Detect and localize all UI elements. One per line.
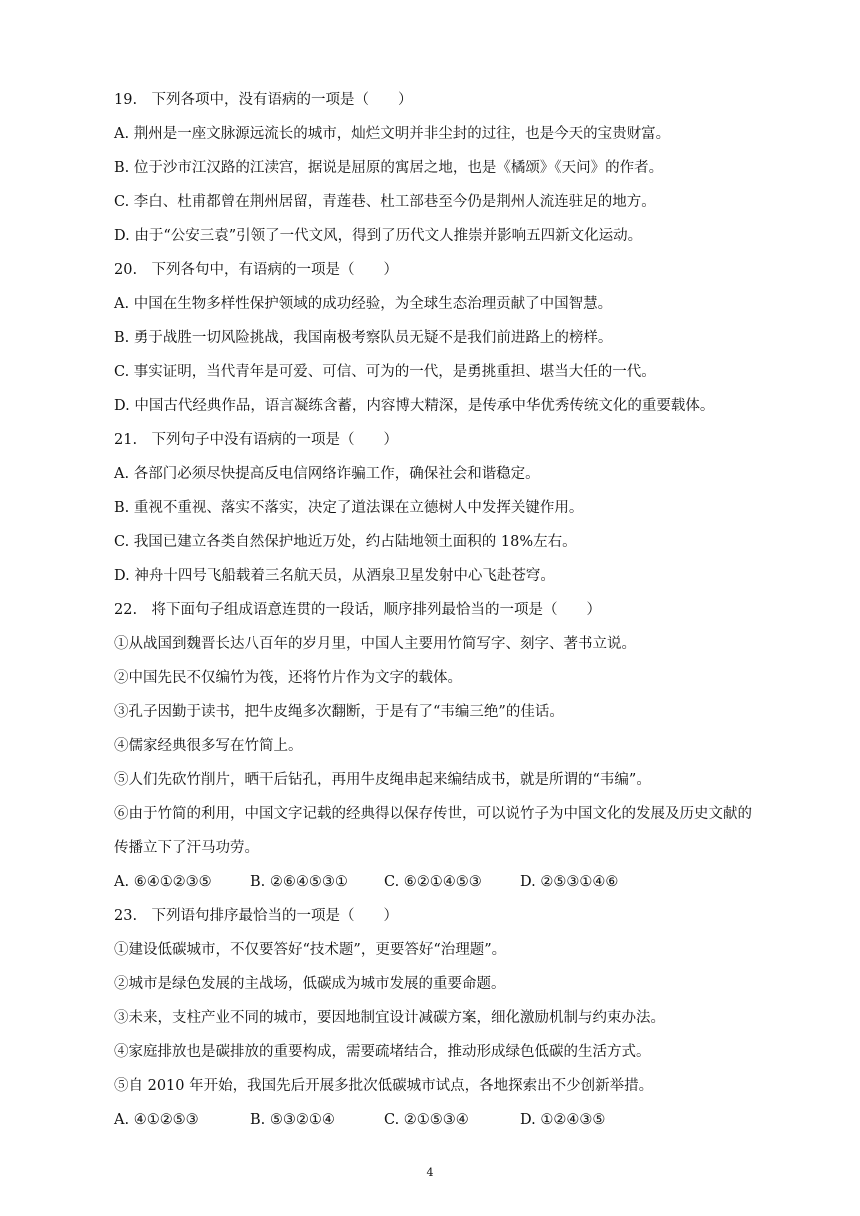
- question-22-sentence-1: ①从战国到魏晋长达八百年的岁月里，中国人主要用竹简写字、刻字、著书立说。: [114, 636, 636, 652]
- question-23-sentence-5: ⑤自 2010 年开始，我国先后开展多批次低碳城市试点，各地探索出不少创新举措。: [114, 1078, 654, 1094]
- question-23-sentence-4: ④家庭排放也是碳排放的重要构成，需要疏堵结合，推动形成绿色低碳的生活方式。: [114, 1044, 651, 1060]
- question-21-option-a: A. 各部门必须尽快提高反电信网络诈骗工作，确保社会和谐稳定。: [114, 466, 540, 482]
- question-21-option-d: D. 神舟十四号飞船载着三名航天员，从酒泉卫星发射中心飞赴苍穹。: [114, 568, 555, 584]
- question-20-option-d: D. 中国古代经典作品，语言凝练含蓄，内容博大精深，是传承中华优秀传统文化的重要载体。: [114, 398, 715, 414]
- question-22-sentence-3: ③孔子因勤于读书，把牛皮绳多次翻断，于是有了“韦编三绝”的佳话。: [114, 704, 564, 720]
- question-22-sentence-4: ④儒家经典很多写在竹简上。: [114, 738, 303, 754]
- question-23-choices: [114, 1110, 814, 1130]
- question-19-option-a: A. 荆州是一座文脉源远流长的城市，灿烂文明并非尘封的过往，也是今天的宝贵财富。: [114, 126, 671, 142]
- question-19-option-d: D. 由于“公安三袁”引领了一代文风，得到了历代文人推崇并影响五四新文化运动。: [114, 228, 643, 244]
- question-20-option-b: B. 勇于战胜一切风险挑战，我国南极考察队员无疑不是我们前进路上的榜样。: [114, 330, 613, 346]
- question-22-choice-b: B. ②⑥④⑤③①: [250, 874, 348, 890]
- question-22-sentence-5: ⑤人们先砍竹削片，晒干后钻孔，再用牛皮绳串起来编结成书，就是所谓的“韦编”。: [114, 772, 651, 788]
- question-22-choice-a: A. ⑥④①②③⑤: [114, 874, 212, 890]
- question-22-choice-c: C. ⑥②①④⑤③: [384, 874, 482, 890]
- question-20-option-a: A. 中国在生物多样性保护领域的成功经验，为全球生态治理贡献了中国智慧。: [114, 296, 613, 312]
- question-20-option-c: C. 事实证明，当代青年是可爱、可信、可为的一代，是勇挑重担、堪当大任的一代。: [114, 364, 656, 380]
- question-22-sentence-6: ⑥由于竹简的利用，中国文字记载的经典得以保存传世，可以说竹子为中国文化的发展及历史文献的: [114, 806, 752, 822]
- question-23-sentence-1: ①建设低碳城市，不仅要答好“技术题”，更要答好“治理题”。: [114, 942, 507, 958]
- question-23-choice-c: C. ②①⑤③④: [384, 1112, 469, 1128]
- question-19-option-c: C. 李白、杜甫都曾在荆州居留，青莲巷、杜工部巷至今仍是荆州人流连驻足的地方。: [114, 194, 656, 210]
- question-19-option-b: B. 位于沙市江汉路的江渎宫，据说是屈原的寓居之地，也是《橘颂》《天问》的作者。: [114, 160, 664, 176]
- question-23-choice-b: B. ⑤③②①④: [250, 1112, 335, 1128]
- question-20-stem: 20. 下列各句中，有语病的一项是（ ）: [114, 262, 399, 278]
- question-23-stem: 23. 下列语句排序最恰当的一项是（ ）: [114, 908, 399, 924]
- question-21-option-b: B. 重视不重视、落实不落实，决定了道法课在立德树人中发挥关键作用。: [114, 500, 584, 516]
- question-23-sentence-3: ③未来，支柱产业不同的城市，要因地制宜设计减碳方案，细化激励机制与约束办法。: [114, 1010, 665, 1026]
- question-21-stem: 21. 下列句子中没有语病的一项是（ ）: [114, 432, 399, 448]
- question-23-sentence-2: ②城市是绿色发展的主战场，低碳成为城市发展的重要命题。: [114, 976, 506, 992]
- question-22-choices: [114, 872, 814, 892]
- question-22-choice-d: D. ②⑤③①④⑥: [520, 874, 619, 890]
- question-21-option-c: C. 我国已建立各类自然保护地近万处，约占陆地领土面积的 18%左右。: [114, 534, 577, 550]
- question-22-stem: 22. 将下面句子组成语意连贯的一段话，顺序排列最恰当的一项是（ ）: [114, 602, 602, 618]
- question-23-choice-a: A. ④①②⑤③: [114, 1112, 199, 1128]
- question-22-sentence-6-continued: 传播立下了汗马功劳。: [114, 840, 259, 856]
- page-number: 4: [426, 1166, 434, 1179]
- question-19-stem: 19. 下列各项中，没有语病的一项是（ ）: [114, 92, 413, 108]
- question-22-sentence-2: ②中国先民不仅编竹为筏，还将竹片作为文字的载体。: [114, 670, 462, 686]
- question-23-choice-d: D. ①②④③⑤: [520, 1112, 606, 1128]
